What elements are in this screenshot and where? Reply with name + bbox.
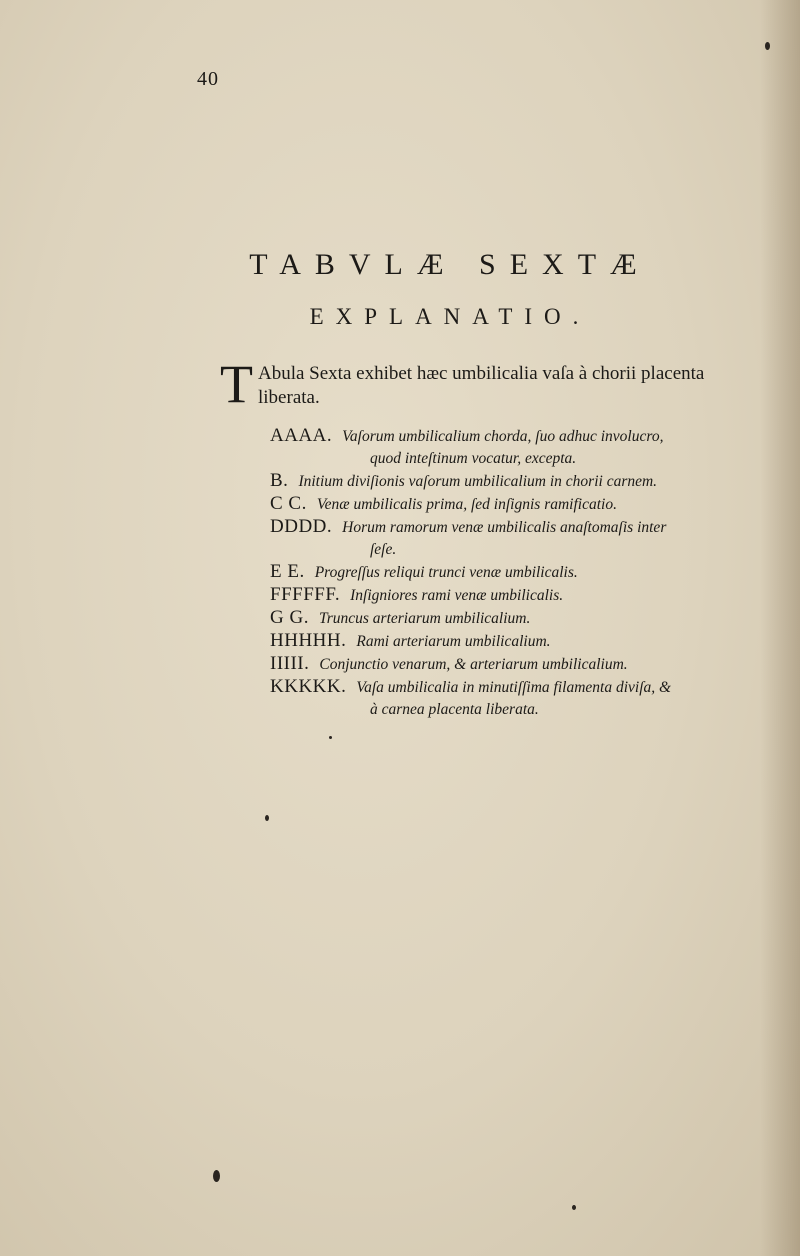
paper-speck xyxy=(572,1205,576,1210)
legend-key: KKKKK. xyxy=(270,676,347,697)
paper-speck xyxy=(765,42,770,50)
page-edge-shadow xyxy=(760,0,800,1256)
legend-description: Vaſa umbilicalia in minutiſſima filamenta diviſa, & xyxy=(356,679,672,696)
legend-list xyxy=(270,425,750,721)
legend-entry xyxy=(270,493,750,516)
intro-paragraph: Abula Sexta exhibet hæc umbilicalia vaſa à chorii placenta liberata. xyxy=(258,363,705,408)
legend-description: Rami arteriarum umbilicalium. xyxy=(356,633,551,650)
paper-speck xyxy=(213,1170,220,1182)
legend-key: AAAA. xyxy=(270,425,333,446)
drop-cap-initial: T xyxy=(220,354,253,414)
legend-description-continued: à carnea placenta liberata. xyxy=(370,701,539,718)
legend-entry xyxy=(270,676,750,721)
legend-description: Inſigniores rami venæ umbilicalis. xyxy=(350,587,564,604)
legend-description-continued: quod inteſtinum vocatur, excepta. xyxy=(370,450,577,467)
legend-description-continued: ſeſe. xyxy=(370,541,397,558)
legend-key: IIIII. xyxy=(270,653,310,674)
legend-entry xyxy=(270,607,750,630)
legend-entry xyxy=(270,630,750,653)
legend-entry xyxy=(270,653,750,676)
legend-key: FFFFFF. xyxy=(270,584,341,605)
legend-entry xyxy=(270,516,750,561)
legend-key: E E. xyxy=(270,561,305,582)
legend-entry xyxy=(270,425,750,470)
plate-title: TABVLÆ SEXTÆ xyxy=(249,248,651,281)
legend-description: Conjunctio venarum, & arteriarum umbilicalium. xyxy=(319,656,628,673)
legend-entry xyxy=(270,470,750,493)
legend-key: HHHHH. xyxy=(270,630,347,651)
legend-key: C C. xyxy=(270,493,307,514)
legend-key: B. xyxy=(270,470,289,491)
legend-description: Venæ umbilicalis prima, ſed inſignis ramificatio. xyxy=(316,496,617,513)
legend-description: Vaſorum umbilicalium chorda, ſuo adhuc involucro, xyxy=(342,428,664,445)
legend-entry xyxy=(270,584,750,607)
legend-entry xyxy=(270,561,750,584)
legend-key: DDDD. xyxy=(270,516,333,537)
paper-speck xyxy=(329,736,332,739)
page-number: 40 xyxy=(197,68,219,90)
legend-description: Progreſſus reliqui trunci venæ umbilicalis. xyxy=(314,564,578,581)
legend-description: Truncus arteriarum umbilicalium. xyxy=(318,610,531,627)
legend-description: Initium diviſionis vaſorum umbilicalium in chorii carnem. xyxy=(298,473,658,490)
legend-key: G G. xyxy=(270,607,309,628)
plate-subtitle: EXPLANATIO. xyxy=(309,304,591,329)
paper-speck xyxy=(265,815,269,821)
legend-description: Horum ramorum venæ umbilicalis anaſtomaſis inter xyxy=(342,519,667,536)
